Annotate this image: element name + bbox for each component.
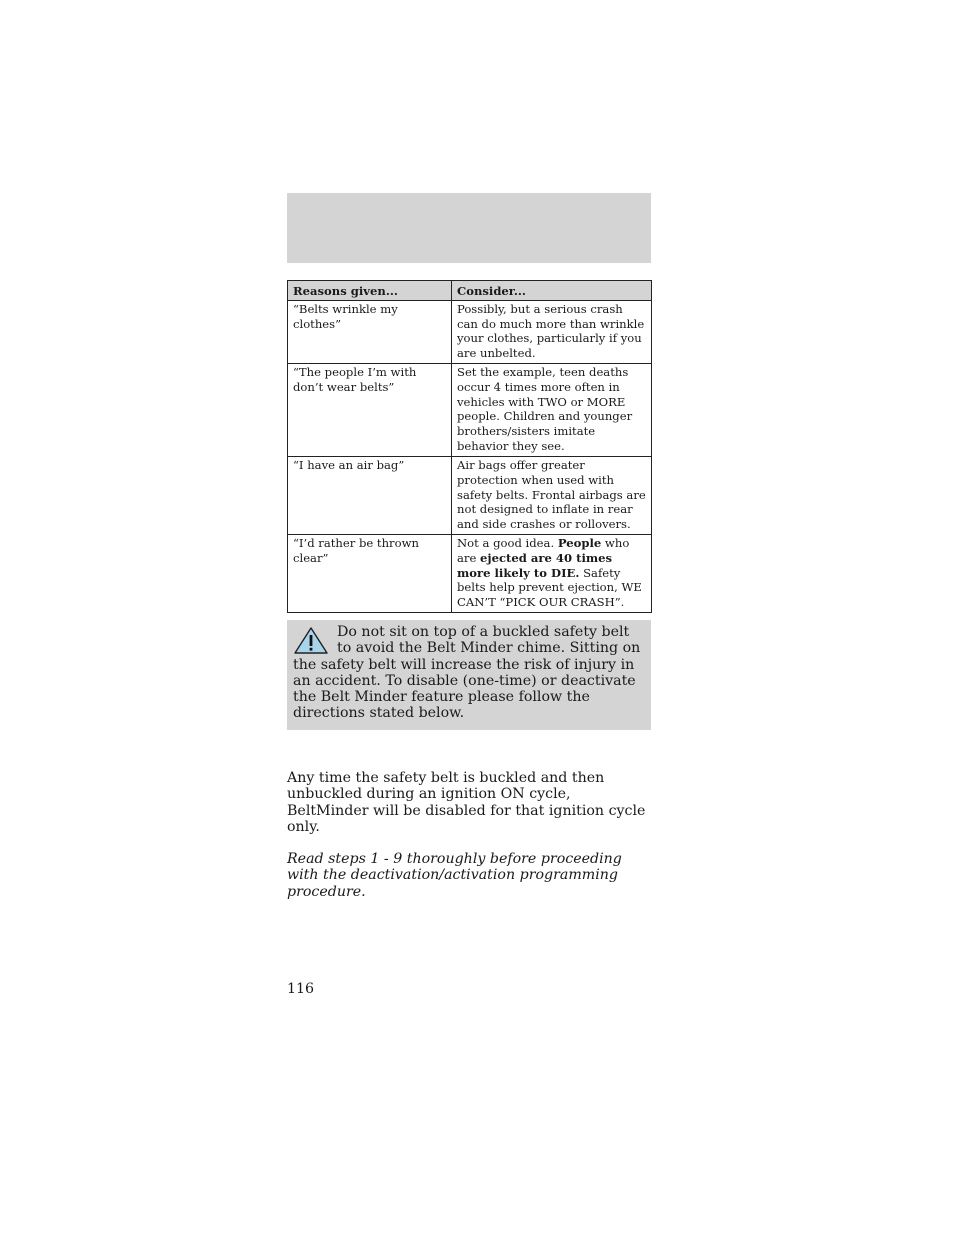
consider-cell: Possibly, but a serious crash can do much more than wrinkle your clothes, particularly if you are unbelted. <box>452 300 652 363</box>
table-row <box>288 300 652 363</box>
table-header-row <box>288 281 652 301</box>
consider-emphasis: People <box>557 535 602 550</box>
consider-cell <box>452 534 652 612</box>
reasons-table <box>287 280 652 613</box>
section-header-band <box>287 193 651 263</box>
consider-cell: Set the example, teen deaths occur 4 times more often in vehicles with TWO or MORE people. Children and younger brothers/sisters imitate behavior they see. <box>452 363 652 456</box>
reason-cell: “I have an air bag” <box>288 456 452 534</box>
warning-box <box>287 620 651 730</box>
beltminder-paragraph: Any time the safety belt is buckled and then unbuckled during an ignition ON cycle, BeltMinder will be disabled for that ignition cycle only. <box>287 770 646 835</box>
consider-text: Not a good idea. <box>457 535 558 550</box>
table-row <box>288 456 652 534</box>
consider-text: Safety belts help prevent ejection, WE CAN’T “PICK OUR CRASH”. <box>457 565 642 610</box>
reason-cell: “The people I’m with don’t wear belts” <box>288 363 452 456</box>
reason-cell: “Belts wrinkle my clothes” <box>288 300 452 363</box>
header-consider: Consider... <box>452 281 652 301</box>
warning-text: Do not sit on top of a buckled safety belt to avoid the Belt Minder chime. Sitting on the safety belt will increase the risk of injury in an accident. To disable (one-time) or deactivate the Belt Minder feature please follow the directions stated below. <box>293 624 641 722</box>
consider-emphasis: ejected are 40 times more likely to DIE. <box>457 550 613 580</box>
instruction-paragraph: Read steps 1 - 9 thoroughly before proceeding with the deactivation/activation programming procedure. <box>287 851 622 900</box>
warning-triangle-icon <box>293 626 329 656</box>
page-number: 116 <box>287 981 315 997</box>
header-reasons-given: Reasons given... <box>288 281 452 301</box>
table-row <box>288 363 652 456</box>
consider-cell: Air bags offer greater protection when used with safety belts. Frontal airbags are not designed to inflate in rear and side crashes or rollovers. <box>452 456 652 534</box>
consider-text: who are <box>457 535 630 565</box>
table-row <box>288 534 652 612</box>
reason-cell: “I’d rather be thrown clear” <box>288 534 452 612</box>
